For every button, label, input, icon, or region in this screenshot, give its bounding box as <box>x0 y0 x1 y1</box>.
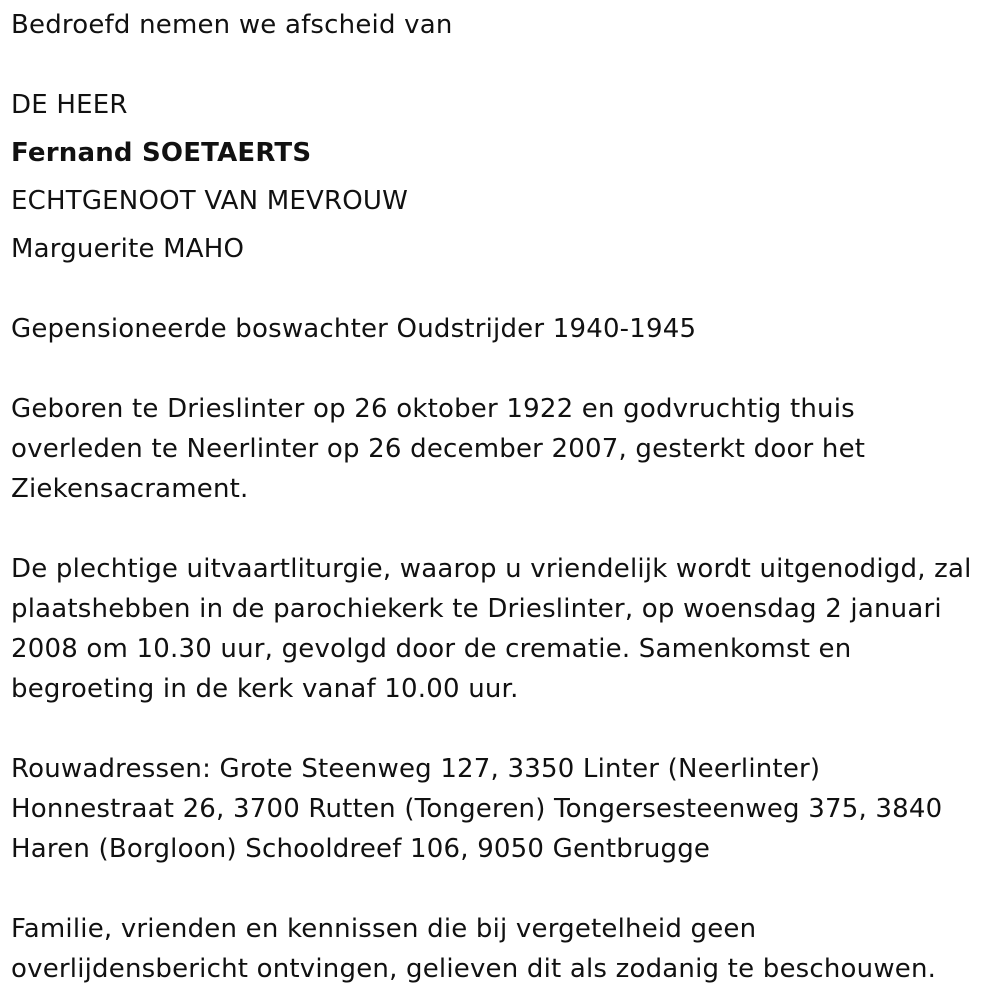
birth-death-paragraph <box>11 389 865 509</box>
funeral-paragraph <box>11 549 972 709</box>
paragraph-line: overlijdensbericht ontvingen, gelieven dit als zodanig te beschouwen. <box>11 954 937 984</box>
paragraph-line: Ziekensacrament. <box>11 474 249 504</box>
paragraph-line: begroeting in de kerk vanaf 10.00 uur. <box>11 674 519 704</box>
paragraph-line: Rouwadressen: Grote Steenweg 127, 3350 Linter (Neerlinter) <box>11 754 821 784</box>
intro-text: Bedroefd nemen we afscheid van <box>11 10 453 40</box>
paragraph-line: Honnestraat 26, 3700 Rutten (Tongeren) Tongersesteenweg 375, 3840 <box>11 794 943 824</box>
paragraph-line: plaatshebben in de parochiekerk te Drieslinter, op woensdag 2 januari <box>11 594 942 624</box>
paragraph-line: De plechtige uitvaartliturgie, waarop u vriendelijk wordt uitgenodigd, zal <box>11 554 972 584</box>
paragraph-line: Haren (Borgloon) Schooldreef 106, 9050 Gentbrugge <box>11 834 711 864</box>
family-note-paragraph <box>11 909 936 989</box>
paragraph-line: overleden te Neerlinter op 26 december 2007, gesterkt door het <box>11 434 866 464</box>
spouse-title: ECHTGENOOT VAN MEVROUW <box>11 186 409 216</box>
honorific-title: DE HEER <box>11 90 128 120</box>
mourning-addresses-paragraph <box>11 749 942 869</box>
paragraph-line: 2008 om 10.30 uur, gevolgd door de crematie. Samenkomst en <box>11 634 852 664</box>
paragraph-line: Geboren te Drieslinter op 26 oktober 1922 en godvruchtig thuis <box>11 394 855 424</box>
paragraph-line: Familie, vrienden en kennissen die bij vergetelheid geen <box>11 914 757 944</box>
occupation-text: Gepensioneerde boswachter Oudstrijder 1940-1945 <box>11 314 697 344</box>
deceased-name: Fernand SOETAERTS <box>11 138 312 168</box>
spouse-name: Marguerite MAHO <box>11 234 245 264</box>
